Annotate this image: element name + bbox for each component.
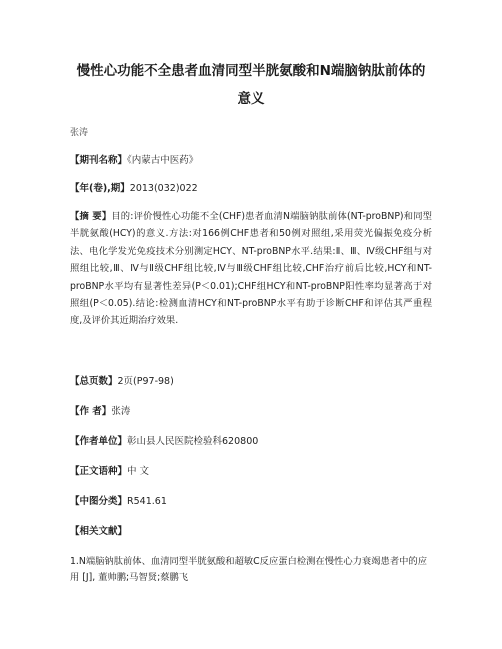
year-volume-row <box>70 181 432 197</box>
document-title <box>40 57 462 113</box>
language-value: 中 文 <box>127 466 150 477</box>
affiliation-value: 彰山县人民医院检验科620800 <box>127 436 259 447</box>
language-row <box>70 464 432 480</box>
affiliation-row <box>70 434 432 450</box>
classification-row <box>70 494 432 510</box>
abstract-block <box>70 208 432 330</box>
pages-value: 2页(P97-98) <box>117 376 174 387</box>
author-value: 张涛 <box>111 406 131 417</box>
abstract-label: 【摘 要】 <box>70 211 112 222</box>
abstract-text: 目的:评价慢性心功能不全(CHF)患者血清N端脑钠肽前体(NT-proBNP)和同型半胱氨酸(HCY)的意义.方法:对166例CHF患者和50例对照组,采用荧光偏振免疫分析法、电化学发光免疫技术分别测定HCY、NT-proBNP水平.结果:Ⅱ、Ⅲ、Ⅳ级CHF组与对照组比较,Ⅲ、Ⅳ与Ⅱ级CHF组比较,Ⅳ与Ⅲ级CHF组比较,CHF治疗前后比较,HCY和NT-proBNP水平均有显著性差异(P＜0.01);CHF组HCY和NT-proBNP阳性率均显著高于对照组(P＜0.05).结论:检测血清HCY和NT-proBNP水平有助于诊断CHF和评估其严重程度,及评价其近期治疗效果. <box>70 211 432 327</box>
title-line-2: 意义 <box>237 91 265 107</box>
affiliation-label: 【作者单位】 <box>70 436 128 447</box>
journal-row <box>70 153 432 169</box>
year-volume-value: 2013(032)022 <box>129 183 198 194</box>
pages-label: 【总页数】 <box>70 376 118 387</box>
author-byline: 张涛 <box>70 128 89 138</box>
classification-label: 【中图分类】 <box>70 496 128 507</box>
title-line-1: 慢性心功能不全患者血清同型半胱氨酸和N端脑钠肽前体的 <box>76 63 426 79</box>
journal-value: 《内蒙古中医药》 <box>127 155 199 166</box>
year-volume-label: 【年(卷),期】 <box>70 183 130 194</box>
author-row <box>70 404 432 420</box>
classification-value: R541.61 <box>127 496 167 507</box>
author-label: 【作 者】 <box>70 406 112 417</box>
journal-label: 【期刊名称】 <box>70 155 128 166</box>
pages-row <box>70 374 432 390</box>
reference-text[interactable]: 1.N端脑钠肽前体、血清同型半胱氨酸和超敏C反应蛋白检测在慢性心力衰竭患者中的应用 [J], 董帅鹏;马智贤;蔡鹏飞 <box>70 556 428 583</box>
language-label: 【正文语种】 <box>70 466 128 477</box>
reference-item[interactable] <box>70 554 432 585</box>
related-label: 【相关文献】 <box>70 526 128 537</box>
related-literature-heading <box>70 524 432 540</box>
